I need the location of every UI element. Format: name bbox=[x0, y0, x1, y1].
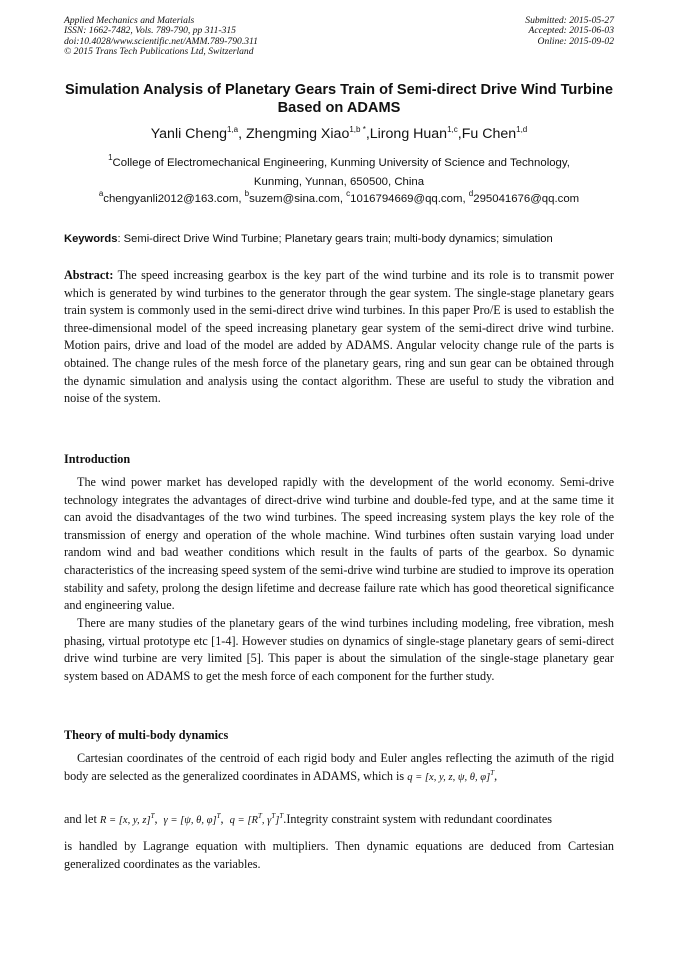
introduction-paragraph-2: There are many studies of the planetary gears of the wind turbines including modeling, free vibration, mesh phasing, virtual prototype etc [1-4]. However studies on dynamics of single-stage planetary gears of semi-direct drive wind turbine are very limited [5]. This paper is about the simulation of the single-stage planetary gear system based on ADAMS to get the mesh force of each component for the further study. bbox=[64, 616, 614, 683]
equation-r: R = [x, y, z]$^T$ bbox=[99, 812, 155, 826]
theory-paragraph-2: is handled by Lagrange equation with multipliers. Then dynamic equations are deduced from Cartesian generalized coordinates as the variables. bbox=[64, 839, 614, 871]
equation-q: q = [x, y, z, ψ, θ, φ]$^T$ bbox=[407, 768, 495, 783]
section-heading-theory: Theory of multi-body dynamics bbox=[64, 728, 229, 742]
journal-header bbox=[64, 16, 258, 58]
theory-equation-line: and let R = [x, y, z]$^T$, γ = [ψ, θ, φ]$^T$, $q = [R^T$, $\gamma^T]^T.Integrity$ constraint system with redundant coordinates bbox=[64, 812, 553, 826]
journal-name: Applied Mechanics and Materials bbox=[64, 15, 195, 26]
keywords-label: Keywords bbox=[64, 233, 118, 245]
online-date: Online: 2015-09-02 bbox=[537, 35, 614, 47]
issn-line: ISSN: 1662-7482, Vols. 789-790, pp 311-315 bbox=[64, 25, 236, 37]
section-heading-introduction: Introduction bbox=[64, 452, 131, 466]
abstract bbox=[64, 267, 614, 408]
email: $^d$295041676@qq.com bbox=[468, 189, 580, 205]
copyright-line: © 2015 Trans Tech Publications Ltd, Switzerland bbox=[64, 46, 254, 58]
abstract-text: The speed increasing gearbox is the key part of the wind turbine and its role is to transmit power which is generated by wind turbines to the generator through the gear system. The single-stage planetary gears train system is commonly used in the semi-direct drive wind turbines. In this paper Pro/E is used to establish the three-dimensional model of the speed increasing planetary gear system of the semi-direct drive wind turbine. Motion pairs, drive and load of the model are added by ADAMS. Angular velocity change rule of the parts is obtained. The change rules of the mesh force of the planetary gears, ring and sun gear can be obtained through the dynamic simulation and analysis using the contact algorithm. These are useful to study the vibration and noise of the system. bbox=[64, 268, 614, 406]
email: $^c$1016794669@qq.com, bbox=[346, 189, 469, 205]
keywords bbox=[64, 231, 614, 247]
affiliation-line-2: Kunming, Yunnan, 650500, China bbox=[253, 176, 425, 188]
abstract-label: Abstract: bbox=[64, 268, 114, 282]
theory-paragraph-1: Cartesian coordinates of the centroid of each rigid body and Euler angles reflecting the azimuth of the rigid body are selected as the generalized coordinates in ADAMS, which is q = [x, y, z, ψ, θ, φ]$^T$, bbox=[64, 751, 614, 783]
email: $^b$suzem@sina.com, bbox=[244, 189, 347, 205]
affiliation bbox=[64, 154, 614, 192]
submitted-date: Submitted: 2015-05-27 bbox=[525, 15, 614, 26]
author-list bbox=[64, 124, 614, 144]
affiliation-line-1: $^1$College of Electromechanical Engineering, Kunming University of Science and Technology, bbox=[108, 153, 570, 169]
author: Zhengming Xiao$^{1,b *}$, bbox=[246, 125, 370, 142]
accepted-date: Accepted: 2015-06-03 bbox=[528, 25, 614, 37]
author: Lirong Huan$^{1,c}$, bbox=[369, 125, 462, 142]
doi-line: doi:10.4028/www.scientific.net/AMM.789-790.311 bbox=[64, 35, 258, 47]
keywords-text: : Semi-direct Drive Wind Turbine; Planetary gears train; multi-body dynamics; simulation bbox=[117, 233, 553, 245]
equation-gamma: γ = [ψ, θ, φ]$^T$ bbox=[163, 812, 221, 826]
paper-title: Simulation Analysis of Planetary Gears Train of Semi-direct Drive Wind Turbine Based on ADAMS bbox=[64, 82, 614, 116]
email: $^a$chengyanli2012@163.com, bbox=[98, 189, 245, 205]
dates-header bbox=[525, 16, 614, 47]
email-list bbox=[64, 191, 614, 207]
author: Yanli Cheng$^{1,a}$, bbox=[150, 125, 247, 142]
equation-q-combined: $q = [R^T$, $\gamma^T]^T$ bbox=[229, 812, 284, 826]
author: Fu Chen$^{1,d}$ bbox=[461, 125, 528, 142]
introduction-paragraph-1: The wind power market has developed rapidly with the development of the world economy. Semi-drive technology integrates the advantages of direct-drive wind turbine and double-fed type, and at the same time it can avoid the disadvantages of the two wind turbines. The speed increasing system plays the key role of the transmission of energy and operation of the whole machine. Wind turbines often sustain varying load under random wind and bad weather conditions which result in the faults of parts of the gearbox. So dynamic characteristics of the increasing speed system of the semi-drive wind turbine are studied to improve its operation stability and safety, prolong the design lifetime and decrease failure rate which has good theoretical significance and engineering value. bbox=[64, 475, 614, 613]
